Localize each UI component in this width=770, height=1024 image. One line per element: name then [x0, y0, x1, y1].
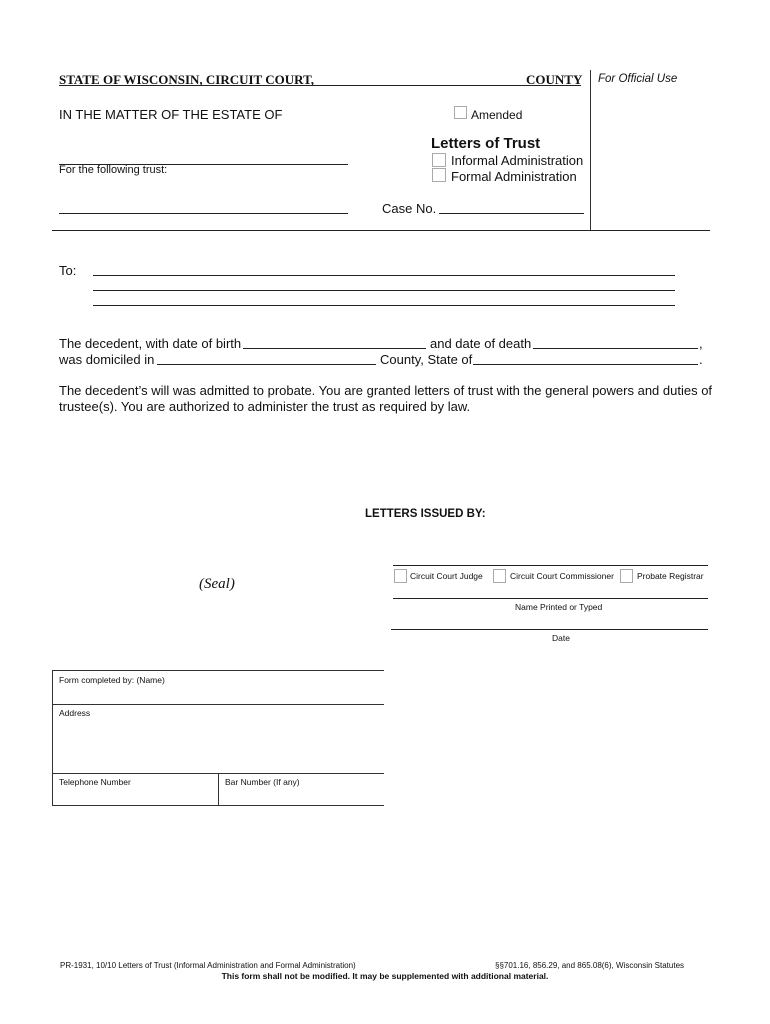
completed-by-name-label: Form completed by: (Name) [59, 675, 165, 685]
grant-paragraph-line-2: trustee(s). You are authorized to administer the trust as required by law. [59, 399, 471, 414]
grant-paragraph-line-1: The decedent’s will was admitted to probate. You are granted letters of trust with the general powers and duties of [59, 383, 713, 398]
domicile-period: . [699, 352, 703, 367]
amended-checkbox[interactable] [454, 106, 467, 119]
trust-name-field[interactable] [59, 201, 348, 214]
name-printed-label: Name Printed or Typed [515, 602, 603, 612]
domicile-county-field[interactable] [157, 352, 376, 365]
probate-registrar-label: Probate Registrar [637, 571, 704, 581]
to-line-2[interactable] [93, 278, 675, 291]
date-of-birth-field[interactable] [243, 336, 426, 349]
county-state-label: County, State of [380, 352, 473, 367]
completed-by-name-field[interactable] [53, 685, 383, 704]
telephone-label: Telephone Number [59, 777, 131, 787]
court-header-underline [59, 85, 581, 86]
date-label: Date [552, 633, 570, 643]
completed-box-divider-1 [52, 704, 384, 705]
official-use-label: For Official Use [598, 73, 678, 85]
letters-issued-heading: LETTERS ISSUED BY: [365, 508, 486, 520]
statute-reference: §§701.16, 856.29, and 865.08(6), Wisconsin Statutes [495, 961, 685, 970]
domiciled-label: was domiciled in [59, 352, 155, 367]
caption-bottom-rule [52, 230, 710, 231]
to-label: To: [59, 263, 77, 278]
name-printed-line[interactable] [393, 598, 708, 599]
estate-of-label: IN THE MATTER OF THE ESTATE OF [59, 107, 283, 122]
formal-administration-checkbox[interactable] [432, 168, 446, 182]
form-id: PR-1931, 10/10 Letters of Trust (Informal Administration and Formal Administration) [60, 961, 356, 970]
bar-number-label: Bar Number (If any) [225, 777, 300, 787]
circuit-court-judge-label: Circuit Court Judge [410, 571, 483, 581]
dob-label: The decedent, with date of birth [59, 336, 242, 351]
formal-administration-label: Formal Administration [451, 169, 577, 184]
address-field[interactable] [53, 718, 383, 772]
signature-line[interactable] [393, 565, 708, 566]
court-heading: STATE OF WISCONSIN, CIRCUIT COURT, [59, 72, 315, 87]
modification-notice: This form shall not be modified. It may be supplemented with additional material. [221, 971, 549, 981]
date-of-death-field[interactable] [533, 336, 698, 349]
form-title: Letters of Trust [431, 135, 541, 152]
circuit-court-judge-checkbox[interactable] [394, 569, 407, 583]
informal-administration-checkbox[interactable] [432, 153, 446, 167]
case-number-field[interactable] [439, 201, 584, 214]
official-use-divider [590, 70, 591, 231]
case-number-label: Case No. [382, 201, 437, 216]
telephone-field[interactable] [53, 788, 217, 805]
bar-number-field[interactable] [219, 788, 383, 805]
informal-administration-label: Informal Administration [451, 153, 584, 168]
to-line-3[interactable] [93, 293, 675, 306]
county-name-field[interactable] [310, 72, 525, 84]
domicile-state-field[interactable] [473, 352, 698, 365]
seal-label: (Seal) [199, 576, 235, 592]
dod-comma: , [699, 336, 703, 351]
date-line[interactable] [391, 629, 708, 630]
county-label: COUNTY [526, 72, 583, 87]
to-line-1[interactable] [93, 263, 675, 276]
probate-registrar-checkbox[interactable] [620, 569, 633, 583]
address-label: Address [59, 708, 91, 718]
dod-label: and date of death [430, 336, 532, 351]
amended-label: Amended [471, 108, 523, 122]
circuit-court-commissioner-label: Circuit Court Commissioner [510, 571, 614, 581]
circuit-court-commissioner-checkbox[interactable] [493, 569, 506, 583]
following-trust-label: For the following trust: [59, 164, 168, 176]
